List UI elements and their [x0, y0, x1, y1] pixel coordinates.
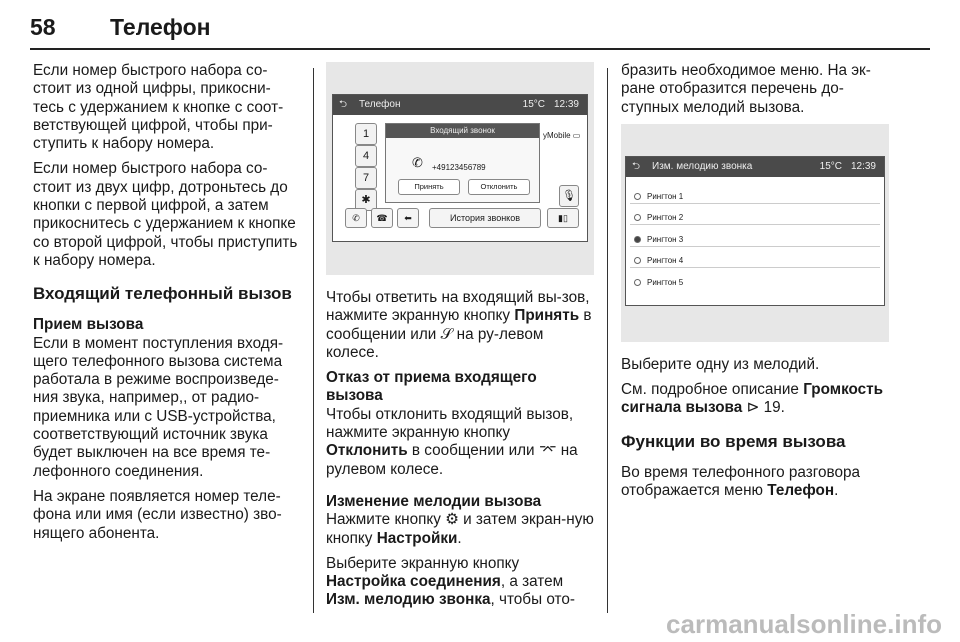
- key-7[interactable]: 7: [355, 167, 377, 189]
- status-bar: ⮌ Изм. мелодию звонка 15°C 12:39: [626, 157, 884, 177]
- paragraph: Если номер быстрого набора со-стоит из двух цифр, дотроньтесь до кнопки с первой цифрой, а затем прикоснитесь с удержанием к кнопке со второй цифрой, чтобы приступить к набору номера.: [33, 160, 298, 269]
- mic-mute-icon[interactable]: 🎙: [559, 185, 579, 207]
- paragraph-select: Выберите экранную кнопку Настройка соединения, а затем Изм. мелодию звонка, чтобы ото-: [326, 554, 575, 609]
- paragraph: Во время телефонного разговора отображается меню Телефон.: [621, 463, 860, 500]
- paragraph-settings: Нажмите кнопку ⚙ и затем экран-ную кнопку Настройки.: [326, 511, 594, 547]
- paragraph: Если в момент поступления входя-щего телефонного вызова система работала в режиме воспроизведе-ния звука, например,, от радио-приемника или с USB-устройства, соответствующий источник звука будет выключен на все время те-лефонного соединения.: [33, 334, 284, 480]
- paragraph: Выберите одну из мелодий.: [621, 355, 820, 373]
- backspace-icon[interactable]: ⬅: [397, 208, 419, 228]
- ringtone-item[interactable]: Рингтон 1: [634, 188, 683, 206]
- header-rule: [30, 48, 930, 50]
- page-title: Телефон: [110, 14, 211, 40]
- column-2: [326, 62, 594, 617]
- section-heading: Входящий телефонный вызов: [33, 284, 292, 304]
- screenshot-incoming-call: [326, 62, 594, 275]
- ringtone-item[interactable]: Рингтон 2: [634, 209, 683, 227]
- key-4[interactable]: 4: [355, 145, 377, 167]
- pick-up-icon: 𝒮: [440, 325, 453, 343]
- phone-icon: ✆: [412, 155, 423, 170]
- paragraph: бразить необходимое меню. На эк-ране отобразится перечень до-ступных мелодий вызова.: [621, 62, 871, 116]
- paragraph: На экране появляется номер теле-фона или имя (если известно) зво-нящего абонента.: [33, 487, 282, 542]
- column-1: [33, 62, 301, 550]
- page-header: [30, 14, 930, 50]
- settings-icon: ⚙: [445, 511, 459, 529]
- hang-up-icon: ⌤: [538, 442, 557, 460]
- paragraph-answer: Чтобы ответить на входящий вы-зов, нажмите экранную кнопку Принять в сообщении или 𝒮 на ру-левом колесе.: [326, 289, 592, 361]
- page-number: 58: [30, 14, 56, 40]
- divider: [630, 267, 880, 268]
- ringtone-item-selected[interactable]: Рингтон 3: [634, 231, 683, 249]
- decline-button[interactable]: Отклонить: [468, 179, 530, 195]
- subsection-heading: Изменение мелодии вызова: [326, 492, 542, 510]
- paragraph-reject: Чтобы отклонить входящий вызов, нажмите экранную кнопку Отклонить в сообщении или ⌤ на рулевом колесе.: [326, 405, 578, 478]
- key-1[interactable]: 1: [355, 123, 377, 145]
- hang-up-icon[interactable]: ☎: [371, 208, 393, 228]
- history-button[interactable]: История звонков: [429, 208, 541, 228]
- call-icon[interactable]: ✆: [345, 208, 367, 228]
- source-icon[interactable]: ▮▯: [547, 208, 579, 228]
- divider: [630, 203, 880, 204]
- paragraph-reference: См. подробное описание Громкость сигнала вызова ⊳ 19.: [621, 381, 884, 417]
- section-heading: Функции во время вызова: [621, 431, 846, 451]
- display-screen: [332, 94, 588, 242]
- page-ref-arrow-icon: ⊳: [746, 399, 760, 417]
- incoming-call-popup: [385, 123, 540, 203]
- column-divider-1: [313, 68, 314, 613]
- paragraph: Если номер быстрого набора со-стоит из одной цифры, прикосни-тесь с удержанием к кнопке с соот-ветствующей цифрой, чтобы при-ступить к набору номера.: [33, 62, 284, 153]
- subsection-heading: Прием вызова: [33, 316, 144, 334]
- back-arrow-icon[interactable]: ⮌: [339, 99, 348, 110]
- back-arrow-icon[interactable]: ⮌: [632, 160, 641, 172]
- accept-button[interactable]: Принять: [398, 179, 460, 195]
- network-label: yMobile ▭: [543, 131, 581, 140]
- divider: [630, 246, 880, 247]
- subsection-heading: Отказ от приема входящего вызова: [326, 369, 537, 405]
- status-bar: ⮌ Телефон 15°C 12:39: [333, 95, 587, 115]
- popup-title: Входящий звонок: [386, 124, 539, 138]
- ringtone-item[interactable]: Рингтон 4: [634, 252, 683, 270]
- watermark: carmanualsonline.info: [666, 609, 942, 639]
- column-divider-2: [607, 68, 608, 613]
- divider: [630, 224, 880, 225]
- column-3: [621, 62, 889, 507]
- key-star[interactable]: ✱: [355, 189, 377, 211]
- ringtone-item[interactable]: Рингтон 5: [634, 274, 683, 292]
- display-screen: [625, 156, 885, 306]
- screenshot-ringtone-list: [621, 124, 889, 342]
- caller-number: +49123456789: [432, 163, 486, 172]
